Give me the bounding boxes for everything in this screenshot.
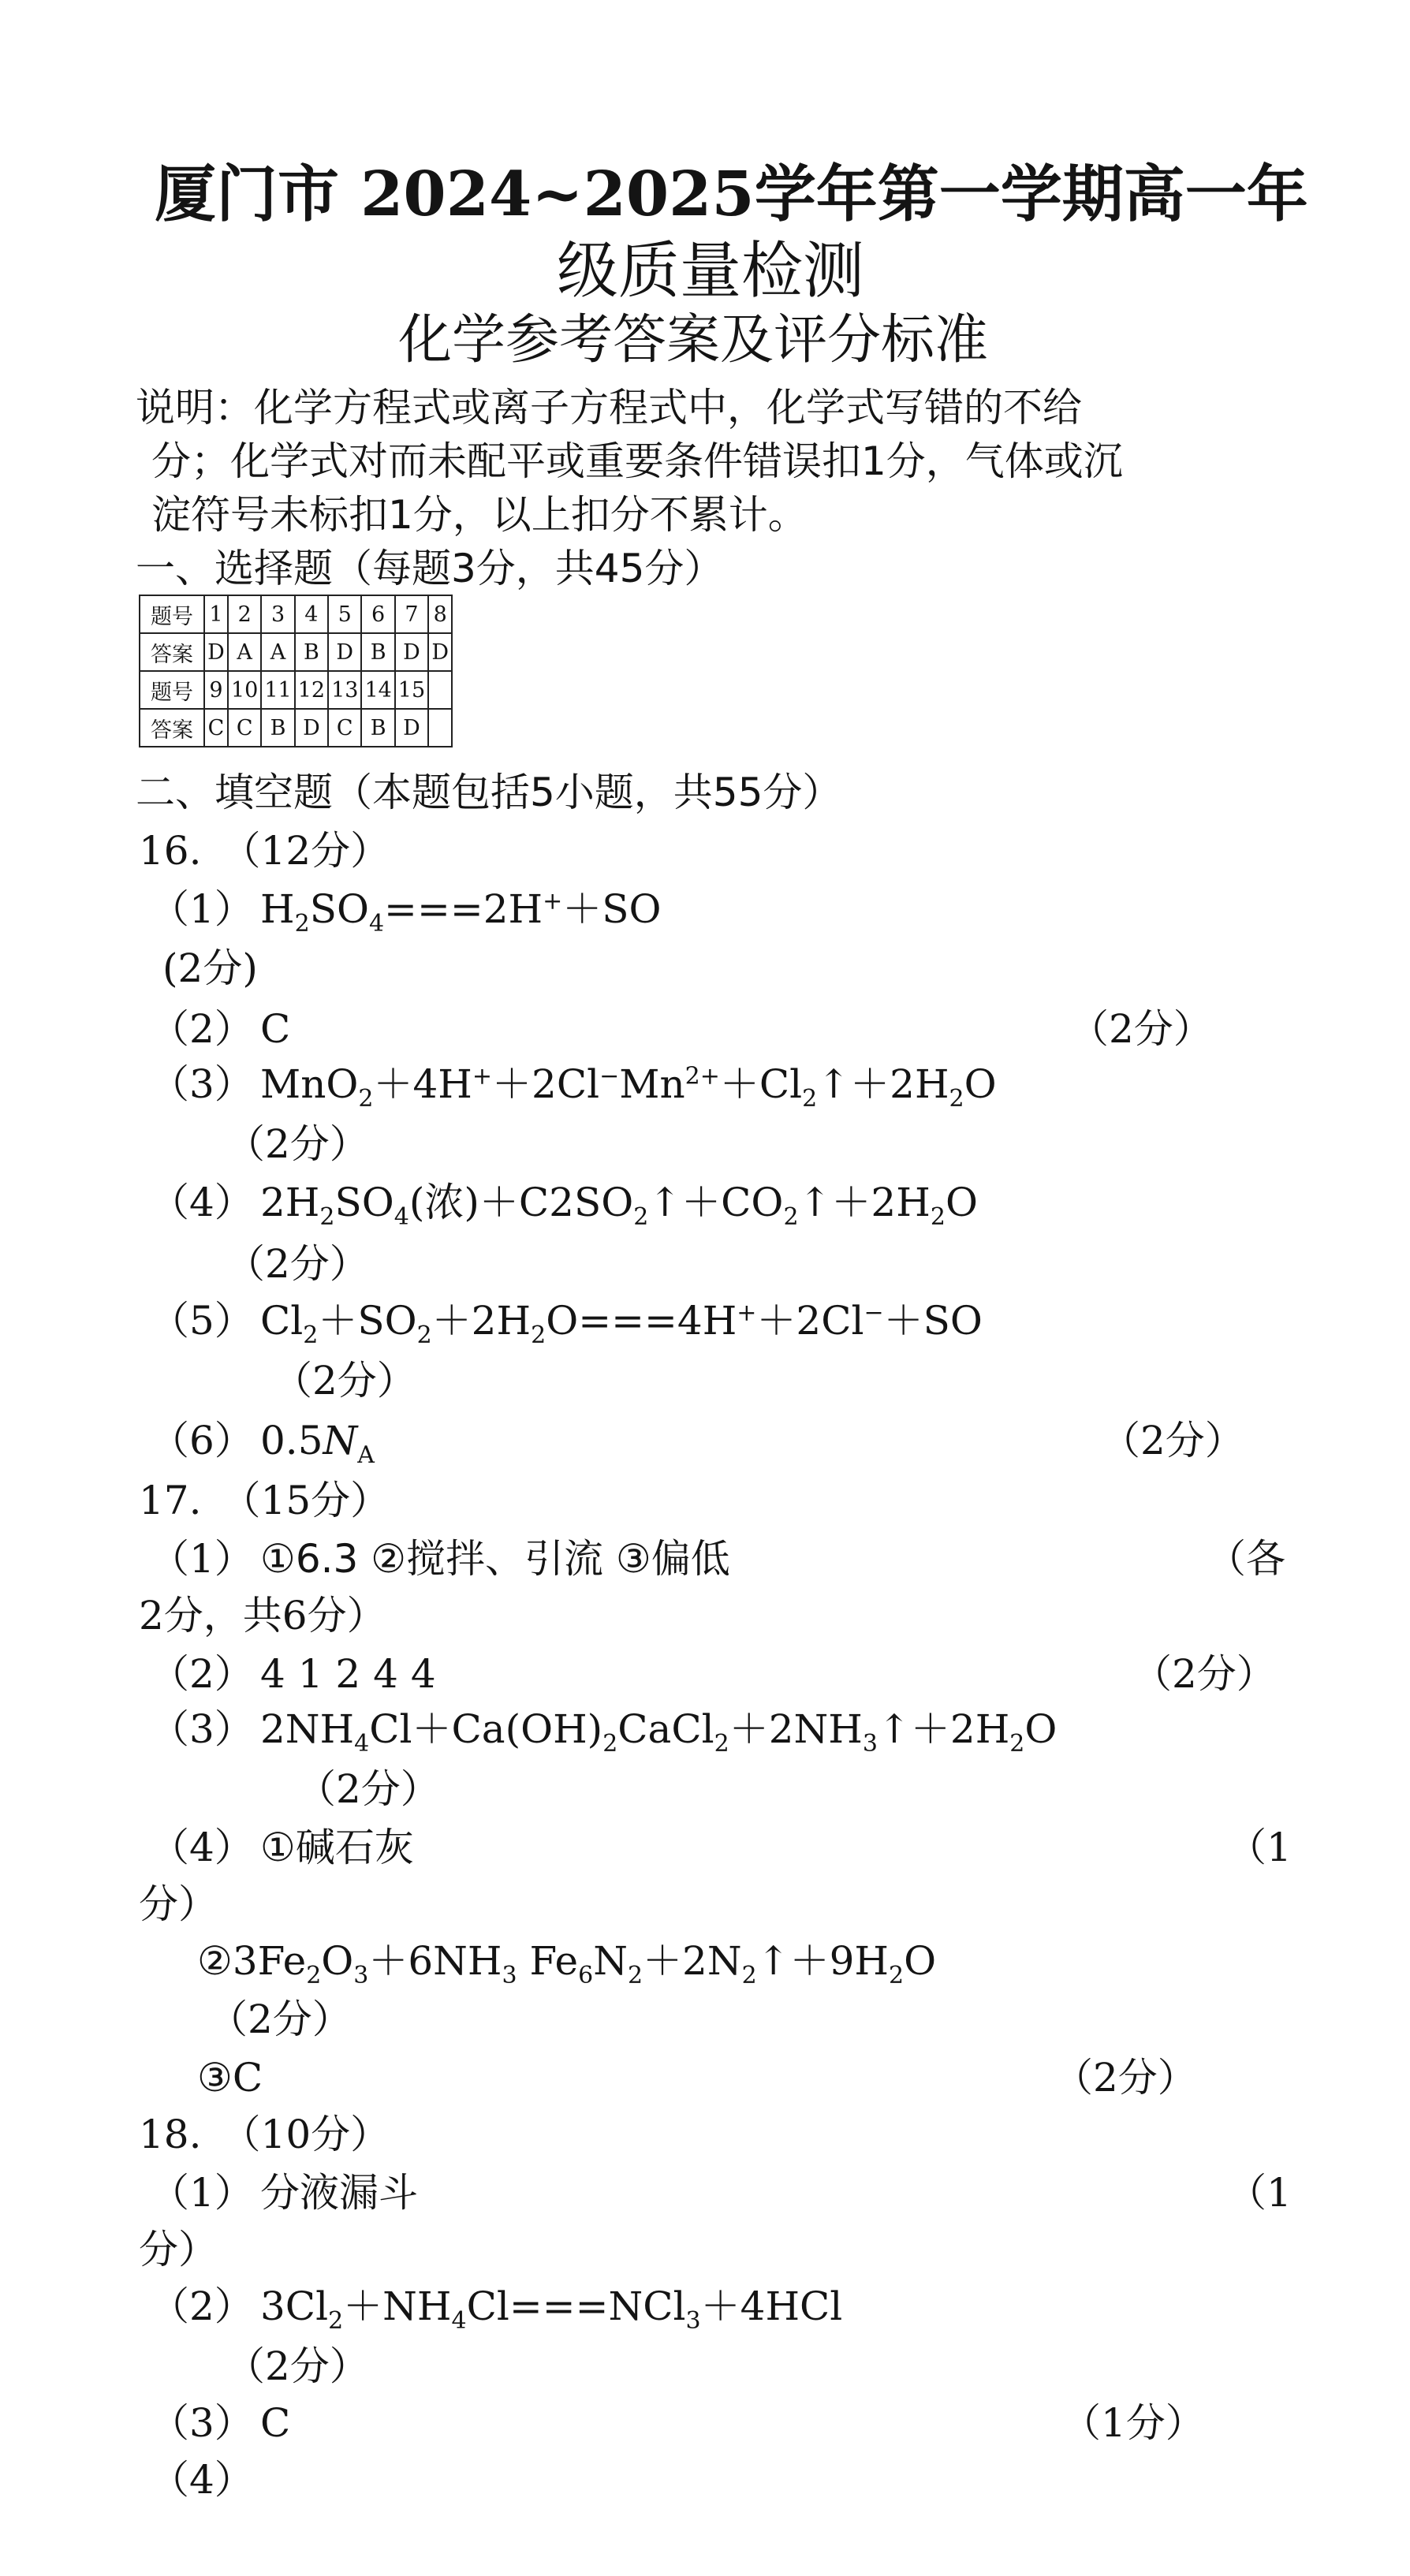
q17-part1-number: （1） [150,1536,254,1582]
q17-heading: 17. （15分） [139,1478,390,1523]
table-cell: 2 [228,595,261,633]
table-cell: C [328,709,361,747]
q16-part1-number: （1） [150,886,254,932]
q17-part1-score-a: （各 [1207,1536,1285,1582]
doc-subtitle: 化学参考答案及评分标准 [398,309,989,371]
q16-heading: 16. （12分） [139,828,390,874]
table-cell: 题号 [140,671,204,709]
q17-part4-number: （4） [150,1825,254,1870]
q18-part1-score-b: 分） [139,2227,218,2272]
q18-part2-number: （2） [150,2283,254,2329]
section-fill-heading: 二、填空题（本题包括5小题，共55分） [136,770,842,815]
q17-part4-score-a: （1 [1227,1825,1292,1870]
note-line-2: 分；化学式对而未配平或重要条件错误扣1分，气体或沉 [151,438,1123,484]
q16-part6-answer: $0.5N_A$ [260,1418,375,1469]
table-cell: 答案 [140,709,204,747]
q18-part3-number: （3） [150,2400,254,2446]
q16-part4-number: （4） [150,1180,254,1225]
answer-table [139,595,453,747]
table-cell: 13 [328,671,361,709]
q18-part3-score: （1分） [1061,2400,1205,2446]
q18-part1-answer: 分液漏斗 [260,2170,418,2216]
table-cell: D [428,633,452,671]
table-cell: B [295,633,328,671]
table-cell: 6 [361,595,394,633]
q17-part1-score-b: 2分，共6分） [139,1593,386,1638]
table-cell: D [328,633,361,671]
q16-part5-score: （2分） [273,1358,416,1404]
table-cell: 4 [295,595,328,633]
q16-part5-equation: $Cl_2+SO_2+2H_2O===4H^++2Cl^-+SO$ [260,1298,983,1349]
table-cell: 题号 [140,595,204,633]
q17-part2-score: （2分） [1132,1651,1276,1697]
table-cell: 1 [204,595,228,633]
table-cell: B [361,633,394,671]
table-cell: 7 [395,595,428,633]
table-cell: 5 [328,595,361,633]
q17-part4-2-score: （2分） [208,1996,352,2042]
q17-part4-2-equation: $②3Fe_2O_3+6NH_3$ $Fe_6N_2+2N_2↑+9H_2O$ [197,1938,937,1989]
table-cell: D [295,709,328,747]
table-cell: D [395,709,428,747]
q17-part3-score: （2分） [297,1766,440,1812]
table-cell: B [361,709,394,747]
table-cell: 8 [428,595,452,633]
table-cell [428,671,452,709]
table-cell: 11 [261,671,294,709]
q16-part1-equation: $H_2SO_4===2H^++SO$ [260,886,662,938]
q18-heading: 18. （10分） [139,2112,390,2157]
q18-part4-number: （4） [150,2457,254,2503]
table-cell: 答案 [140,633,204,671]
table-cell: 3 [261,595,294,633]
q16-part4-score: （2分） [226,1241,369,1287]
table-row [140,709,452,747]
q18-part2-score: （2分） [226,2343,369,2389]
note-line-3: 淀符号未标扣1分，以上扣分不累计。 [151,492,808,538]
q16-part3-score: （2分） [226,1121,369,1167]
q16-part2-score: （2分） [1069,1006,1213,1052]
note-line-1: 说明：化学方程式或离子方程式中，化学式写错的不给 [136,385,1082,431]
table-cell: A [228,633,261,671]
q18-part2-equation: $3Cl_2+NH_4Cl===NCl_3+4HCl$ [260,2283,843,2335]
table-cell: D [204,633,228,671]
doc-title-line2: 级质量检测 [557,236,865,307]
q16-part5-number: （5） [150,1298,254,1344]
table-cell: 12 [295,671,328,709]
page-bottom-fade [0,2513,1410,2576]
table-cell: B [261,709,294,747]
table-row [140,671,452,709]
q18-part1-score-a: （1 [1227,2170,1292,2216]
q17-part4-3-score: （2分） [1054,2055,1197,2101]
q17-part2-answer: 4 1 2 4 4 [260,1651,436,1697]
table-row [140,595,452,633]
table-row [140,633,452,671]
q18-part3-answer: C [260,2400,291,2446]
q17-part4-3-answer: ③C [197,2055,263,2101]
q18-part1-number: （1） [150,2170,254,2216]
table-cell: C [204,709,228,747]
table-cell: 15 [395,671,428,709]
q16-part3-equation: $MnO_2+4H^++2Cl^-Mn^{2+}+Cl_2↑+2H_2O$ [260,1061,997,1113]
table-cell: 10 [228,671,261,709]
section-choice-heading: 一、选择题（每题3分，共45分） [136,546,724,591]
table-cell [428,709,452,747]
q17-part2-number: （2） [150,1651,254,1697]
q16-part3-number: （3） [150,1061,254,1107]
q17-part1-answer: ①6.3 ②搅拌、引流 ③偏低 [260,1536,730,1582]
q16-part1-score: (2分) [162,945,258,991]
table-cell: C [228,709,261,747]
q17-part3-number: （3） [150,1706,254,1752]
q17-part4-answer: ①碱石灰 [260,1825,414,1870]
q17-part3-equation: $2NH_4Cl+Ca(OH)_2CaCl_2+2NH_3↑+2H_2O$ [260,1706,1058,1758]
table-cell: 9 [204,671,228,709]
table-cell: 14 [361,671,394,709]
q16-part2-number: （2） [150,1006,254,1052]
doc-title-line1: 厦门市 2024~2025学年第一学期高一年 [155,158,1308,230]
table-cell: D [395,633,428,671]
q16-part6-number: （6） [150,1418,254,1463]
q16-part4-equation: $2H_2SO_4$(浓)$+C2SO_2↑+CO_2↑+2H_2O$ [260,1180,978,1231]
q16-part2-answer: C [260,1006,291,1052]
table-cell: A [261,633,294,671]
q16-part6-score: （2分） [1101,1418,1244,1463]
q17-part4-score-b: 分） [139,1881,218,1927]
